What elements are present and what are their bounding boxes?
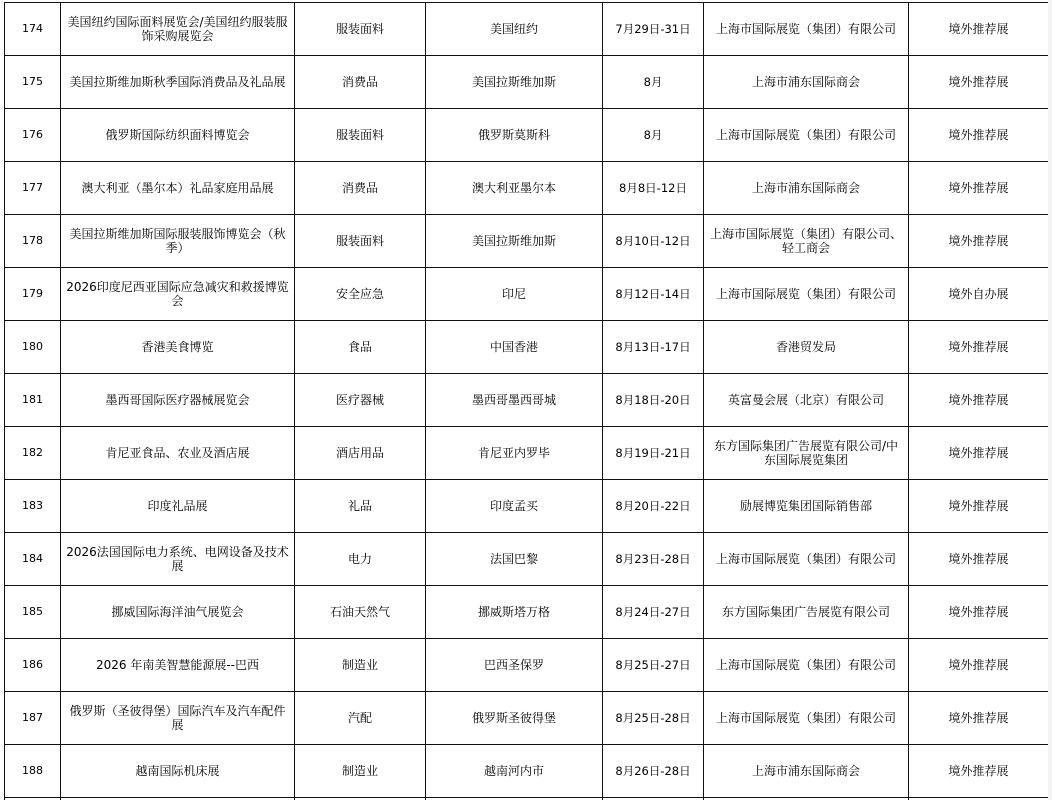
category-cell[interactable]: 石油天然气 — [295, 586, 426, 639]
exhibition-type-cell[interactable]: 境外自办展 — [909, 268, 1049, 321]
category-cell[interactable]: 服装面料 — [295, 109, 426, 162]
location-cell[interactable]: 美国拉斯维加斯 — [426, 56, 603, 109]
category-cell[interactable]: 安全应急 — [295, 268, 426, 321]
organizer-cell[interactable]: 上海市国际展览（集团）有限公司、轻工商会 — [704, 215, 909, 268]
date-cell[interactable]: 8月8日-12日 — [603, 162, 704, 215]
date-cell[interactable]: 8月19日-21日 — [603, 427, 704, 480]
location-cell[interactable]: 法国巴黎 — [426, 533, 603, 586]
location-cell[interactable]: 美国拉斯维加斯 — [426, 215, 603, 268]
date-cell[interactable]: 8月18日-20日 — [603, 374, 704, 427]
date-cell[interactable]: 8月13日-17日 — [603, 321, 704, 374]
exhibition-type-cell[interactable]: 境外推荐展 — [909, 215, 1049, 268]
row-number-cell[interactable]: 178 — [5, 215, 61, 268]
row-number-cell[interactable]: 181 — [5, 374, 61, 427]
exhibition-type-cell[interactable]: 境外推荐展 — [909, 427, 1049, 480]
date-cell[interactable]: 8月 — [603, 109, 704, 162]
table-row — [5, 480, 1049, 533]
organizer-cell[interactable]: 东方国际集团广告展览有限公司/中东国际展览集团 — [704, 427, 909, 480]
exhibition-name-cell[interactable]: 2026 年南美智慧能源展--巴西 — [61, 639, 295, 692]
organizer-cell[interactable]: 上海市国际展览（集团）有限公司 — [704, 3, 909, 56]
exhibition-type-cell[interactable]: 境外推荐展 — [909, 745, 1049, 798]
category-cell[interactable]: 消费品 — [295, 56, 426, 109]
exhibition-type-cell[interactable]: 境外推荐展 — [909, 533, 1049, 586]
organizer-cell[interactable]: 英富曼会展（北京）有限公司 — [704, 374, 909, 427]
row-number-cell[interactable]: 176 — [5, 109, 61, 162]
category-cell[interactable]: 汽配 — [295, 692, 426, 745]
row-number-cell[interactable]: 188 — [5, 745, 61, 798]
date-cell[interactable]: 8月10日-12日 — [603, 215, 704, 268]
location-cell[interactable]: 俄罗斯莫斯科 — [426, 109, 603, 162]
exhibition-type-cell[interactable]: 境外推荐展 — [909, 162, 1049, 215]
exhibition-type-cell[interactable]: 境外推荐展 — [909, 480, 1049, 533]
exhibition-type-cell[interactable]: 境外推荐展 — [909, 109, 1049, 162]
exhibition-type-cell[interactable]: 境外推荐展 — [909, 639, 1049, 692]
organizer-cell[interactable]: 上海市浦东国际商会 — [704, 162, 909, 215]
table-row — [5, 162, 1049, 215]
organizer-cell[interactable]: 上海市浦东国际商会 — [704, 56, 909, 109]
table-body — [5, 3, 1049, 800]
table-row — [5, 109, 1049, 162]
location-cell[interactable]: 俄罗斯圣彼得堡 — [426, 692, 603, 745]
category-cell[interactable]: 医疗器械 — [295, 374, 426, 427]
scroll-edge — [1048, 0, 1052, 800]
category-cell[interactable]: 食品 — [295, 321, 426, 374]
organizer-cell[interactable]: 励展博览集团国际销售部 — [704, 480, 909, 533]
row-number-cell[interactable]: 186 — [5, 639, 61, 692]
table-row — [5, 427, 1049, 480]
exhibition-type-cell[interactable]: 境外推荐展 — [909, 56, 1049, 109]
row-number-cell[interactable]: 179 — [5, 268, 61, 321]
table-row — [5, 533, 1049, 586]
exhibition-type-cell[interactable]: 境外推荐展 — [909, 3, 1049, 56]
category-cell[interactable]: 电力 — [295, 533, 426, 586]
table-row — [5, 745, 1049, 798]
location-cell[interactable]: 墨西哥墨西哥城 — [426, 374, 603, 427]
exhibition-name-cell[interactable]: 美国纽约国际面料展览会/美国纽约服装服饰采购展览会 — [61, 3, 295, 56]
exhibition-name-cell[interactable]: 2026印度尼西亚国际应急减灾和救援博览会 — [61, 268, 295, 321]
exhibition-type-cell[interactable]: 境外推荐展 — [909, 321, 1049, 374]
date-cell[interactable]: 8月23日-28日 — [603, 533, 704, 586]
exhibition-name-cell[interactable]: 美国拉斯维加斯秋季国际消费品及礼品展 — [61, 56, 295, 109]
location-cell[interactable]: 挪威斯塔万格 — [426, 586, 603, 639]
date-cell[interactable]: 8月12日-14日 — [603, 268, 704, 321]
category-cell[interactable]: 制造业 — [295, 745, 426, 798]
category-cell[interactable]: 礼品 — [295, 480, 426, 533]
row-number-cell[interactable]: 175 — [5, 56, 61, 109]
exhibition-name-cell[interactable]: 肯尼亚食品、农业及酒店展 — [61, 427, 295, 480]
location-cell[interactable]: 肯尼亚内罗毕 — [426, 427, 603, 480]
row-number-cell[interactable]: 177 — [5, 162, 61, 215]
exhibition-type-cell[interactable]: 境外推荐展 — [909, 692, 1049, 745]
exhibition-name-cell[interactable]: 澳大利亚（墨尔本）礼品家庭用品展 — [61, 162, 295, 215]
table-row — [5, 56, 1049, 109]
row-number-cell[interactable]: 183 — [5, 480, 61, 533]
date-cell[interactable]: 7月29日-31日 — [603, 3, 704, 56]
row-number-cell[interactable]: 182 — [5, 427, 61, 480]
category-cell[interactable]: 酒店用品 — [295, 427, 426, 480]
organizer-cell[interactable]: 上海市国际展览（集团）有限公司 — [704, 639, 909, 692]
row-number-cell[interactable]: 184 — [5, 533, 61, 586]
location-cell[interactable]: 印尼 — [426, 268, 603, 321]
exhibition-name-cell[interactable]: 香港美食博览 — [61, 321, 295, 374]
exhibition-name-cell[interactable]: 2026法国国际电力系统、电网设备及技术展 — [61, 533, 295, 586]
row-number-cell[interactable]: 187 — [5, 692, 61, 745]
date-cell[interactable]: 8月25日-28日 — [603, 692, 704, 745]
table-row — [5, 321, 1049, 374]
exhibition-table-sheet — [4, 2, 1048, 800]
date-cell[interactable]: 8月 — [603, 56, 704, 109]
date-cell[interactable]: 8月25日-27日 — [603, 639, 704, 692]
location-cell[interactable]: 越南河内市 — [426, 745, 603, 798]
date-cell[interactable]: 8月26日-28日 — [603, 745, 704, 798]
table-row — [5, 639, 1049, 692]
table-row — [5, 586, 1049, 639]
exhibition-name-cell[interactable]: 俄罗斯国际纺织面料博览会 — [61, 109, 295, 162]
table-row — [5, 215, 1049, 268]
date-cell[interactable]: 8月24日-27日 — [603, 586, 704, 639]
exhibition-table — [4, 2, 1048, 800]
exhibition-name-cell[interactable]: 越南国际机床展 — [61, 745, 295, 798]
organizer-cell[interactable]: 上海市国际展览（集团）有限公司 — [704, 533, 909, 586]
exhibition-name-cell[interactable]: 俄罗斯（圣彼得堡）国际汽车及汽车配件展 — [61, 692, 295, 745]
category-cell[interactable]: 服装面料 — [295, 215, 426, 268]
organizer-cell[interactable]: 香港贸发局 — [704, 321, 909, 374]
exhibition-name-cell[interactable]: 墨西哥国际医疗器械展览会 — [61, 374, 295, 427]
organizer-cell[interactable]: 上海市国际展览（集团）有限公司 — [704, 692, 909, 745]
location-cell[interactable]: 巴西圣保罗 — [426, 639, 603, 692]
location-cell[interactable]: 美国纽约 — [426, 3, 603, 56]
table-row — [5, 3, 1049, 56]
category-cell[interactable]: 服装面料 — [295, 3, 426, 56]
location-cell[interactable]: 中国香港 — [426, 321, 603, 374]
exhibition-name-cell[interactable]: 印度礼品展 — [61, 480, 295, 533]
organizer-cell[interactable]: 上海市国际展览（集团）有限公司 — [704, 109, 909, 162]
exhibition-name-cell[interactable]: 挪威国际海洋油气展览会 — [61, 586, 295, 639]
table-row — [5, 268, 1049, 321]
exhibition-type-cell[interactable]: 境外推荐展 — [909, 374, 1049, 427]
row-number-cell[interactable]: 174 — [5, 3, 61, 56]
location-cell[interactable]: 印度孟买 — [426, 480, 603, 533]
table-row — [5, 692, 1049, 745]
category-cell[interactable]: 消费品 — [295, 162, 426, 215]
location-cell[interactable]: 澳大利亚墨尔本 — [426, 162, 603, 215]
category-cell[interactable]: 制造业 — [295, 639, 426, 692]
exhibition-type-cell[interactable]: 境外推荐展 — [909, 586, 1049, 639]
row-number-cell[interactable]: 180 — [5, 321, 61, 374]
date-cell[interactable]: 8月20日-22日 — [603, 480, 704, 533]
exhibition-name-cell[interactable]: 美国拉斯维加斯国际服装服饰博览会（秋季） — [61, 215, 295, 268]
organizer-cell[interactable]: 上海市国际展览（集团）有限公司 — [704, 268, 909, 321]
row-number-cell[interactable]: 185 — [5, 586, 61, 639]
table-row — [5, 374, 1049, 427]
organizer-cell[interactable]: 上海市浦东国际商会 — [704, 745, 909, 798]
organizer-cell[interactable]: 东方国际集团广告展览有限公司 — [704, 586, 909, 639]
